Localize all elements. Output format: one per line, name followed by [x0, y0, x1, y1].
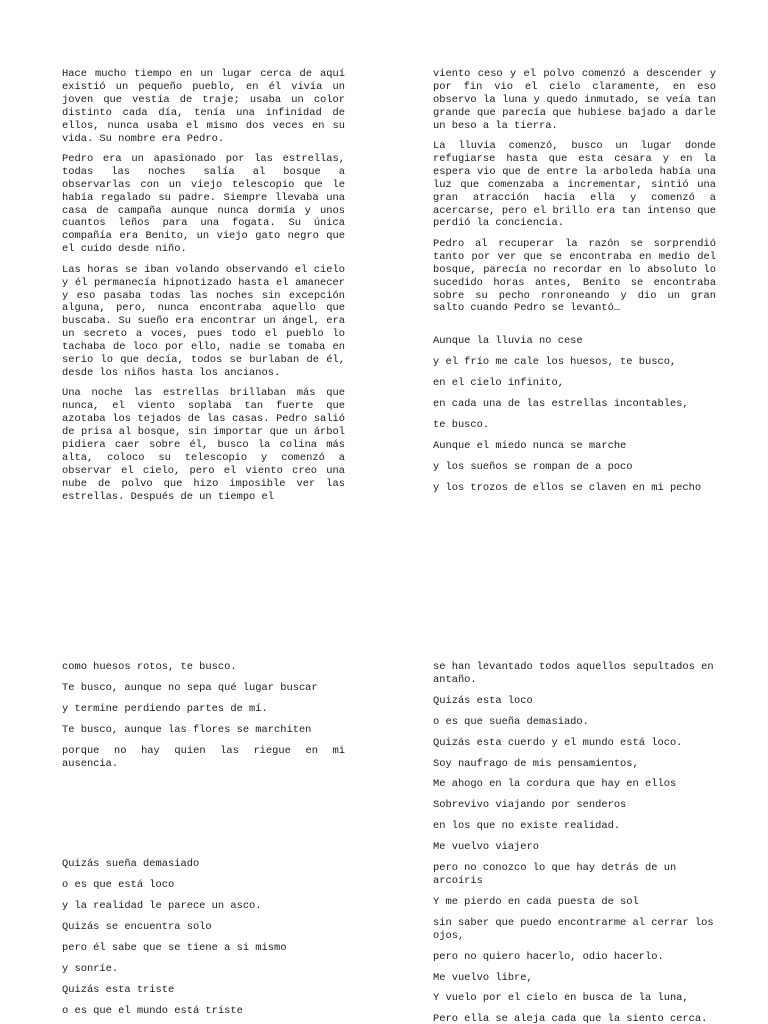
page-bottom-left: [0, 512, 384, 1024]
verse-line: Me vuelvo viajero: [433, 841, 540, 854]
verse-line: te busco.: [433, 418, 490, 431]
paragraph: Pedro al recuperar la razón se sorprendió tanto por ver que se encontraba en medio del bosque, parecía no recordar en lo absoluto lo sucedido horas antes, Benito se encontraba sobre su pecho ronroneando y dio un gran salto cuando Pedro se levantó…: [433, 237, 716, 315]
verse-line: pero no conozco lo que hay detrás de un arcoíris: [433, 862, 677, 887]
verse-line: porque no hay quien las riegue en mi ausencia.: [62, 744, 345, 770]
page-bottom-right: [384, 512, 768, 1024]
paragraph: Hace mucho tiempo en un lugar cerca de aquí existió un pequeño pueblo, en él vivía un joven que vestía de traje; usaba un color distinto cada día, tenía una infinidad de ellos, nunca usaba el mismo dos veces en su vida. Su nombre era Pedro.: [62, 68, 345, 145]
verse-line: se han levantado todos aquellos sepultados en antaño.: [433, 661, 714, 686]
verse-line: y sonríe.: [62, 962, 119, 975]
poem-stanza: [433, 335, 716, 494]
verse-line: Pero ella se aleja cada que la siento cerca.: [433, 1013, 708, 1024]
verse-line: y los trozos de ellos se claven en mi pecho: [433, 481, 702, 494]
text-column: [62, 68, 345, 511]
paragraph: Pedro era un apasionado por las estrellas, todas las noches salía al bosque a observarlas con un viejo telescopio que le había regalado su padre. Siempre llevaba una casa de campaña aunque nunca dormía y unos cuantos leños para una fogata. Su única compañía era Benito, un viejo gato negro que el cuido desde niño.: [62, 152, 345, 256]
verse-line: y el frío me cale los huesos, te busco,: [433, 356, 677, 369]
verse-line: Quizás esta triste: [62, 983, 175, 996]
verse-line: Quizás esta loco: [433, 694, 533, 707]
paragraph: Una noche las estrellas brillaban más que nunca, el viento soplaba tan fuerte que azotaba los tejados de las casas. Pedro salió de prisa al bosque, sin importar que un árbol pidiera caer sobre él, busco la colina más alta, coloco su telescopio y comenzó a observar el cielo, pero el viento creo una nube de polvo que hizo imposible ver las estrellas. Después de un tiempo el: [62, 387, 345, 503]
text-column: [433, 68, 716, 503]
verse-line: Soy naufrago de mis pensamientos,: [433, 757, 639, 770]
verse-line: Quizás se encuentra solo: [62, 921, 212, 934]
verse-line: Y vuelo por el cielo en busca de la luna,: [433, 992, 689, 1005]
verse-line: o es que está loco: [62, 879, 175, 892]
text-column: [433, 661, 716, 1024]
paragraph: Las horas se iban volando observando el cielo y él permanecía hipnotizado hasta el amanecer y eso pasaba todas las noches sin excepción alguna, pero, nunca encontraba aquello que buscaba. Su sueño era encontrar un ángel, era un secreto a voces, pues todo el pueblo lo tachaba de loco por ello, nadie se tomaba en serio lo que decía, todos se burlaban de él, desde los niños hasta los ancianos.: [62, 263, 345, 379]
page-top-right: [384, 0, 768, 512]
verse-line: pero no quiero hacerlo, odio hacerlo.: [433, 950, 664, 963]
verse-line: Sobrevivo viajando por senderos: [433, 799, 627, 812]
verse-line: o es que sueña demasiado.: [433, 715, 589, 728]
verse-line: y los sueños se rompan de a poco: [433, 460, 633, 473]
poem-stanza: [433, 661, 716, 1024]
verse-line: pero él sabe que se tiene a si mismo: [62, 942, 287, 955]
verse-line: Me vuelvo libre,: [433, 971, 533, 984]
verse-line: Aunque el miedo nunca se marche: [433, 439, 627, 452]
poem-stanza: [62, 858, 345, 1017]
poem-stanza: [62, 661, 345, 770]
verse-line: Te busco, aunque no sepa qué lugar buscar: [62, 681, 318, 694]
verse-line: y la realidad le parece un asco.: [62, 900, 262, 913]
verse-line: Quizás sueña demasiado: [62, 858, 200, 871]
text-column: [62, 661, 345, 1024]
page-top-left: [0, 0, 384, 512]
verse-line: en los que no existe realidad.: [433, 820, 621, 833]
verse-line: sin saber que puedo encontrarme al cerrar los ojos,: [433, 916, 714, 942]
verse-line: y termine perdiendo partes de mí.: [62, 702, 268, 715]
verse-line: como huesos rotos, te busco.: [62, 661, 237, 673]
verse-line: o es que el mundo está triste: [62, 1004, 243, 1017]
verse-line: Me ahogo en la cordura que hay en ellos: [433, 778, 677, 791]
verse-line: en el cielo infinito,: [433, 377, 564, 390]
verse-line: Te busco, aunque las flores se marchiten: [62, 723, 312, 736]
verse-line: en cada una de las estrellas incontables,: [433, 398, 689, 411]
verse-line: Y me pierdo en cada puesta de sol: [433, 895, 639, 908]
verse-line: Quizás esta cuerdo y el mundo está loco.: [433, 736, 683, 749]
paragraph: viento ceso y el polvo comenzó a descender y por fin vio el cielo claramente, en eso observo la luna y quedo inmutado, se veía tan grande que parecía que hubiese bajado a darle un beso a la tierra.: [433, 68, 716, 132]
paragraph: La lluvia comenzó, busco un lugar donde refugiarse hasta que esta cesara y en la espera vio que de entre la arboleda había una luz que comenzaba a incrementar, sintió una gran atracción hacia ella y comenzó a acercarse, pero el brillo era tan intenso que perdió la conciencia.: [433, 140, 716, 230]
verse-line: Aunque la lluvia no cese: [433, 335, 583, 348]
